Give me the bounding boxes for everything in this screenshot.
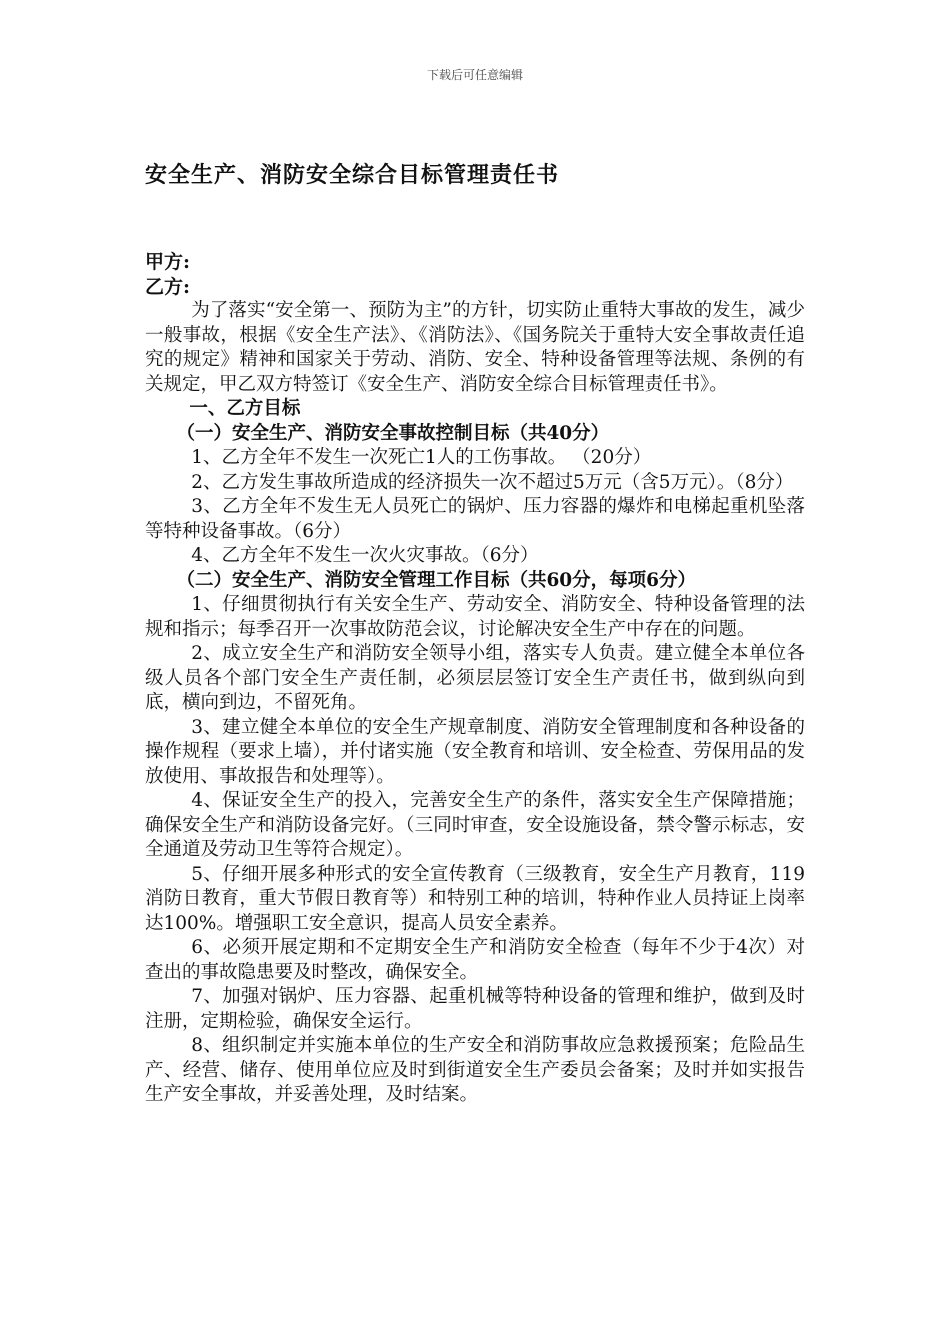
subsection-heading-2: （二）安全生产、消防安全管理工作目标（共60分，每项6分） bbox=[176, 569, 697, 591]
header-note: 下载后可任意编辑 bbox=[426, 68, 523, 82]
document-title: 安全生产、消防安全综合目标管理责任书 bbox=[145, 162, 560, 188]
sub2-item-4: 4、保证安全生产的投入，完善安全生产的条件，落实安全生产保障措施；确保安全生产和消防设备完好。（三同时审查，安全设施设备，禁令警示标志，安全通道及劳动卫生等符合规定）。 bbox=[145, 790, 805, 860]
sub2-item-1: 1、仔细贯彻执行有关安全生产、劳动安全、消防安全、特种设备管理的法规和指示；每季召开一次事故防范会议，讨论解决安全生产中存在的问题。 bbox=[145, 594, 805, 640]
sub2-item-2: 2、成立安全生产和消防安全领导小组，落实专人负责。建立健全本单位各级人员各个部门安全生产责任制，必须层层签订安全生产责任书，做到纵向到底，横向到边，不留死角。 bbox=[145, 643, 805, 713]
party-a-label: 甲方: bbox=[145, 251, 191, 273]
intro-paragraph: 为了落实“安全第一、预防为主”的方针，切实防止重特大事故的发生，减少一般事故，根据《安全生产法》、《消防法》、《国务院关于重特大安全事故责任追究的规定》精神和国家关于劳动、消防、安全、特种设备管理等法规、条例的有关规定，甲乙双方特签订《安全生产、消防安全综合目标管理责任书》。 bbox=[145, 300, 805, 395]
sub2-item-5: 5、仔细开展多种形式的安全宣传教育（三级教育，安全生产月教育，119消防日教育，重大节假日教育等）和特别工种的培训，特种作业人员持证上岗率达100%。增强职工安全意识，提高人员安全素养。 bbox=[145, 863, 805, 934]
sub2-item-7: 7、加强对锅炉、压力容器、起重机械等特种设备的管理和维护，做到及时注册，定期检验，确保安全运行。 bbox=[145, 986, 805, 1032]
sub1-item-3: 3、乙方全年不发生无人员死亡的锅炉、压力容器的爆炸和电梯起重机坠落等特种设备事故。（6分） bbox=[145, 496, 805, 542]
sub2-item-8: 8、组织制定并实施本单位的生产安全和消防事故应急救援预案；危险品生产、经营、储存、使用单位应及时到街道安全生产委员会备案；及时并如实报告生产安全事故，并妥善处理，及时结案。 bbox=[145, 1035, 805, 1105]
sub2-item-6: 6、必须开展定期和不定期安全生产和消防安全检查（每年不少于4次）对查出的事故隐患要及时整改，确保安全。 bbox=[145, 937, 805, 983]
section-heading: 一、乙方目标 bbox=[189, 398, 301, 419]
sub1-item-2: 2、乙方发生事故所造成的经济损失一次不超过5万元（含5万元）。（8分） bbox=[191, 471, 794, 493]
document-body bbox=[145, 250, 805, 1108]
party-b-label: 乙方: bbox=[145, 275, 191, 298]
sub1-item-4: 4、乙方全年不发生一次火灾事故。（6分） bbox=[191, 545, 539, 566]
subsection-heading-1: （一）安全生产、消防安全事故控制目标（共40分） bbox=[176, 422, 610, 444]
sub1-item-1: 1、乙方全年不发生一次死亡1人的工伤事故。 （20分） bbox=[191, 447, 652, 468]
sub2-item-3: 3、建立健全本单位的安全生产规章制度、消防安全管理制度和各种设备的操作规程（要求上墙），并付诸实施（安全教育和培训、安全检查、劳保用品的发放使用、事故报告和处理等）。 bbox=[145, 716, 805, 787]
